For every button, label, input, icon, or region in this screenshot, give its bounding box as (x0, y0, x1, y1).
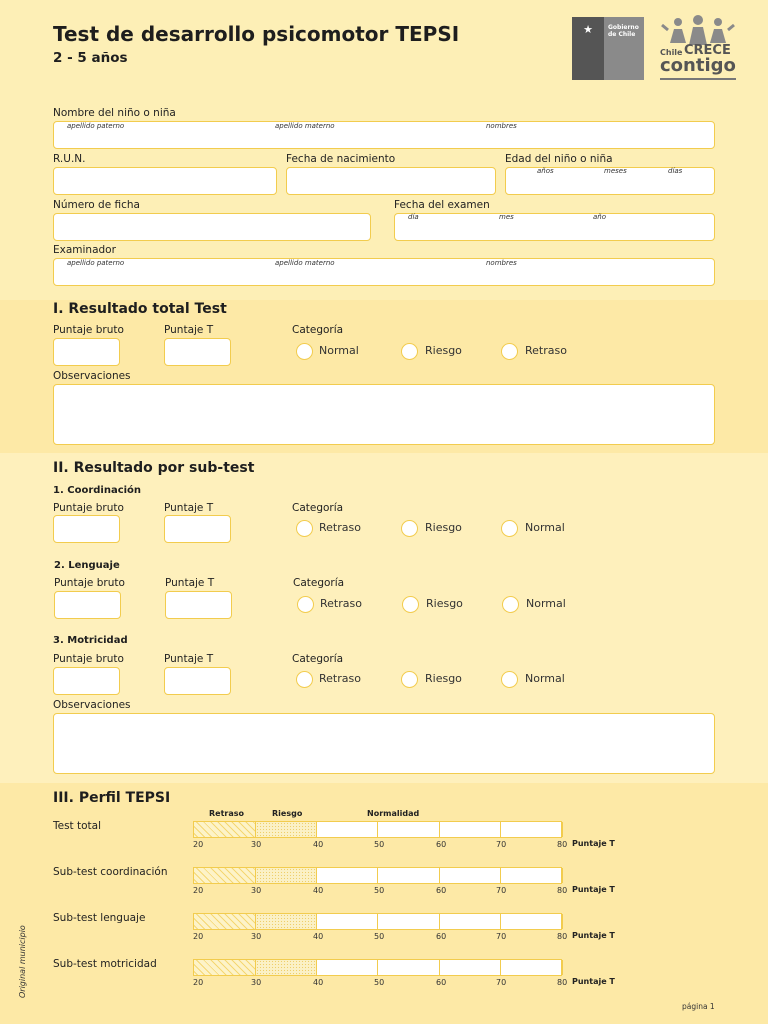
gob-line1: Gobierno (608, 24, 639, 31)
motr-radio-normal[interactable] (501, 671, 518, 688)
tick-label: 40 (313, 886, 324, 895)
profile-row-label: Sub-test motricidad (53, 958, 157, 970)
profile-row-label: Test total (53, 820, 102, 832)
s1-radio-retraso[interactable] (501, 343, 518, 360)
tick-label: 30 (251, 978, 262, 987)
s1-option-retraso: Retraso (525, 344, 567, 357)
subtest-lenguaje-title: 2. Lenguaje (54, 560, 120, 571)
zone-normalidad (378, 822, 440, 837)
gobierno-de-chile-logo (572, 17, 644, 80)
zone-riesgo (256, 960, 317, 975)
nombre-apellido-paterno-hint: apellido paterno (67, 122, 125, 130)
zone-normalidad (317, 914, 378, 929)
motr-puntaje-t-label: Puntaje T (164, 653, 214, 665)
tick-label: 30 (251, 932, 262, 941)
zone-retraso-label: Retraso (209, 809, 245, 818)
coord-radio-riesgo[interactable] (401, 520, 418, 537)
zone-normalidad (378, 960, 440, 975)
zone-normalidad (317, 822, 378, 837)
ficha-field[interactable] (53, 213, 371, 241)
page-title: Test de desarrollo psicomotor TEPSI (53, 22, 460, 46)
coord-categoria-label: Categoría (292, 502, 344, 514)
coord-radio-retraso[interactable] (296, 520, 313, 537)
motr-puntaje-bruto-field[interactable] (53, 667, 120, 695)
edad-label: Edad del niño o niña (505, 153, 613, 165)
tick-label: 60 (436, 978, 447, 987)
zone-riesgo-label: Riesgo (272, 809, 303, 818)
coord-puntaje-bruto-field[interactable] (53, 515, 120, 543)
leng-categoria-label: Categoría (293, 577, 345, 589)
nombre-nombres-hint: nombres (486, 122, 517, 130)
motr-categoria-label: Categoría (292, 653, 344, 665)
profile-row-label: Sub-test lenguaje (53, 912, 146, 924)
s2-observaciones-field[interactable] (53, 713, 715, 774)
tick-label: 70 (496, 886, 507, 895)
tick-label: 40 (313, 932, 324, 941)
tick-label: 30 (251, 840, 262, 849)
nombre-apellido-materno-hint: apellido materno (275, 122, 335, 130)
tick-label: 80 (557, 978, 568, 987)
crece-chile-text: Chile (660, 48, 683, 57)
zone-normalidad (501, 868, 563, 883)
leng-radio-normal[interactable] (502, 596, 519, 613)
zone-normalidad (440, 914, 501, 929)
s1-puntaje-bruto-label: Puntaje bruto (53, 324, 124, 336)
motr-option-retraso: Retraso (319, 672, 361, 685)
coord-radio-normal[interactable] (501, 520, 518, 537)
leng-radio-retraso[interactable] (297, 596, 314, 613)
zone-retraso (194, 960, 256, 975)
profile-bar[interactable] (193, 959, 562, 976)
zone-normalidad (317, 868, 378, 883)
zone-normalidad (317, 960, 378, 975)
tick-label: 60 (436, 932, 447, 941)
s1-puntaje-t-field[interactable] (164, 338, 231, 366)
examen-mes-hint: mes (499, 213, 514, 221)
profile-bar[interactable] (193, 821, 562, 838)
subtest-motricidad-title: 3. Motricidad (53, 635, 128, 646)
s1-radio-riesgo[interactable] (401, 343, 418, 360)
coord-puntaje-t-label: Puntaje T (164, 502, 214, 514)
tick-unit: Puntaje T (572, 977, 615, 986)
zone-normalidad (501, 960, 563, 975)
zone-riesgo (256, 914, 317, 929)
fecha-nacimiento-label: Fecha de nacimiento (286, 153, 396, 165)
s1-categoria-label: Categoría (292, 324, 344, 336)
s1-observaciones-label: Observaciones (53, 370, 131, 382)
examinador-field[interactable] (53, 258, 715, 286)
coord-option-retraso: Retraso (319, 521, 361, 534)
tick-label: 80 (557, 840, 568, 849)
tick-label: 20 (193, 978, 204, 987)
s1-option-riesgo: Riesgo (425, 344, 462, 357)
tick-label: 50 (374, 840, 385, 849)
edad-meses-hint: meses (604, 167, 627, 175)
motr-puntaje-t-field[interactable] (164, 667, 231, 695)
tick-label: 50 (374, 978, 385, 987)
tick-label: 50 (374, 932, 385, 941)
tick-label: 20 (193, 840, 204, 849)
section3-band (0, 783, 768, 1024)
gob-line2: de Chile (608, 31, 636, 38)
s1-option-normal: Normal (319, 344, 359, 357)
zone-normalidad (440, 960, 501, 975)
tick-label: 30 (251, 886, 262, 895)
zone-normalidad (501, 822, 563, 837)
examinador-apellido-paterno-hint: apellido paterno (67, 259, 125, 267)
coat-of-arms-icon: ★ (583, 23, 593, 36)
profile-row-label: Sub-test coordinación (53, 866, 168, 878)
tick-unit: Puntaje T (572, 839, 615, 848)
examinador-nombres-hint: nombres (486, 259, 517, 267)
contigo-text: contigo (660, 55, 736, 76)
tick-label: 60 (436, 840, 447, 849)
zone-normalidad (440, 822, 501, 837)
tick-label: 70 (496, 840, 507, 849)
leng-radio-riesgo[interactable] (402, 596, 419, 613)
tick-unit: Puntaje T (572, 931, 615, 940)
leng-puntaje-t-field[interactable] (165, 591, 232, 619)
zone-riesgo (256, 868, 317, 883)
zone-normalidad (378, 914, 440, 929)
tick-label: 40 (313, 978, 324, 987)
tick-unit: Puntaje T (572, 885, 615, 894)
coord-option-normal: Normal (525, 521, 565, 534)
tick-label: 20 (193, 932, 204, 941)
motr-radio-retraso[interactable] (296, 671, 313, 688)
tick-label: 70 (496, 932, 507, 941)
tick-label: 20 (193, 886, 204, 895)
section1-title: I. Resultado total Test (53, 301, 227, 317)
coord-option-riesgo: Riesgo (425, 521, 462, 534)
leng-option-riesgo: Riesgo (426, 597, 463, 610)
zone-retraso (194, 868, 256, 883)
motr-radio-riesgo[interactable] (401, 671, 418, 688)
zone-normalidad (440, 868, 501, 883)
run-field[interactable] (53, 167, 277, 195)
zone-normalidad (501, 914, 563, 929)
tick-label: 70 (496, 978, 507, 987)
examen-dia-hint: día (408, 213, 419, 221)
edad-dias-hint: días (668, 167, 683, 175)
tick-label: 60 (436, 886, 447, 895)
zone-retraso (194, 914, 256, 929)
zone-normalidad-label: Normalidad (367, 809, 420, 818)
examinador-label: Examinador (53, 244, 116, 256)
motr-puntaje-bruto-label: Puntaje bruto (53, 653, 124, 665)
section2-title: II. Resultado por sub-test (53, 460, 255, 476)
zone-retraso (194, 822, 256, 837)
tick-label: 80 (557, 886, 568, 895)
coord-puntaje-bruto-label: Puntaje bruto (53, 502, 124, 514)
fecha-examen-field[interactable] (394, 213, 715, 241)
s1-puntaje-bruto-field[interactable] (53, 338, 120, 366)
leng-puntaje-t-label: Puntaje T (165, 577, 215, 589)
leng-option-retraso: Retraso (320, 597, 362, 610)
side-note: Original municipio (18, 925, 27, 998)
tick-label: 80 (557, 932, 568, 941)
nombre-label: Nombre del niño o niña (53, 107, 176, 119)
tick-label: 50 (374, 886, 385, 895)
leng-puntaje-bruto-label: Puntaje bruto (54, 577, 125, 589)
s1-radio-normal[interactable] (296, 343, 313, 360)
s1-observaciones-field[interactable] (53, 384, 715, 445)
zone-riesgo (256, 822, 317, 837)
crece-text: CRECE (684, 43, 731, 58)
examen-ano-hint: año (593, 213, 607, 221)
run-label: R.U.N. (53, 153, 86, 165)
chile-crece-contigo-logo (658, 15, 738, 81)
examinador-apellido-materno-hint: apellido materno (275, 259, 335, 267)
s1-puntaje-t-label: Puntaje T (164, 324, 214, 336)
zone-normalidad (378, 868, 440, 883)
page-subtitle: 2 - 5 años (53, 50, 128, 66)
leng-puntaje-bruto-field[interactable] (54, 591, 121, 619)
nombre-field[interactable] (53, 121, 715, 149)
s2-observaciones-label: Observaciones (53, 699, 131, 711)
ficha-label: Número de ficha (53, 199, 140, 211)
page-number: página 1 (682, 1002, 715, 1011)
profile-bar[interactable] (193, 867, 562, 884)
profile-bar[interactable] (193, 913, 562, 930)
leng-option-normal: Normal (526, 597, 566, 610)
coord-puntaje-t-field[interactable] (164, 515, 231, 543)
tick-label: 40 (313, 840, 324, 849)
edad-anos-hint: años (537, 167, 554, 175)
motr-option-riesgo: Riesgo (425, 672, 462, 685)
people-icon (658, 15, 738, 45)
subtest-coordinacion-title: 1. Coordinación (53, 485, 142, 496)
fecha-examen-label: Fecha del examen (394, 199, 490, 211)
fecha-nacimiento-field[interactable] (286, 167, 496, 195)
motr-option-normal: Normal (525, 672, 565, 685)
section3-title: III. Perfil TEPSI (53, 790, 171, 806)
